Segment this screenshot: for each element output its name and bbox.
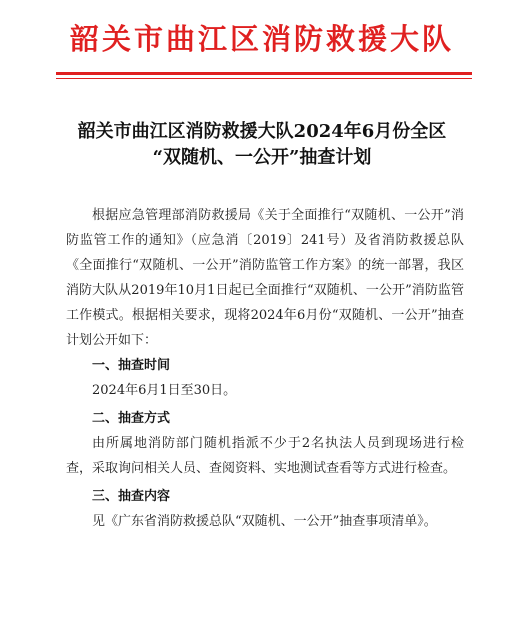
document-title-line-1: 韶关市曲江区消防救援大队2024年6月份全区 xyxy=(77,121,447,142)
section-body-method: 由所属地消防部门随机指派不少于2名执法人员到现场进行检查，采取询问相关人员、查阅资料、实地测试查看等方式进行检查。 xyxy=(66,436,464,476)
section-body-time: 2024年6月1日至30日。 xyxy=(92,383,237,398)
letterhead-org-name: 韶关市曲江区消防救援大队 xyxy=(69,22,454,56)
document-body xyxy=(66,203,464,534)
intro-paragraph: 根据应急管理部消防救援局《关于全面推行“双随机、一公开”消防监管工作的通知》（应急消〔2019〕241号）及省消防救援总队《全面推行“双随机、一公开”消防监管工作方案》的统一部署，我区消防大队从2019年10月1日起已全面推行“双随机、一公开”消防监管工作模式。根据相关要求，现将2024年6月份“双随机、一公开”抽查计划公开如下： xyxy=(66,208,464,348)
document-title-line-2: “双随机、一公开”抽查计划 xyxy=(152,147,372,168)
letterhead-rule-thin xyxy=(56,78,472,79)
section-heading-content: 三、抽查内容 xyxy=(92,489,171,504)
section-heading-time: 一、抽查时间 xyxy=(92,358,171,373)
section-heading-method: 二、抽查方式 xyxy=(92,411,171,426)
letterhead-rule-thick xyxy=(56,72,472,75)
document-title xyxy=(0,119,524,171)
section-body-content: 见《广东省消防救援总队“双随机、一公开”抽查事项清单》。 xyxy=(92,514,437,529)
